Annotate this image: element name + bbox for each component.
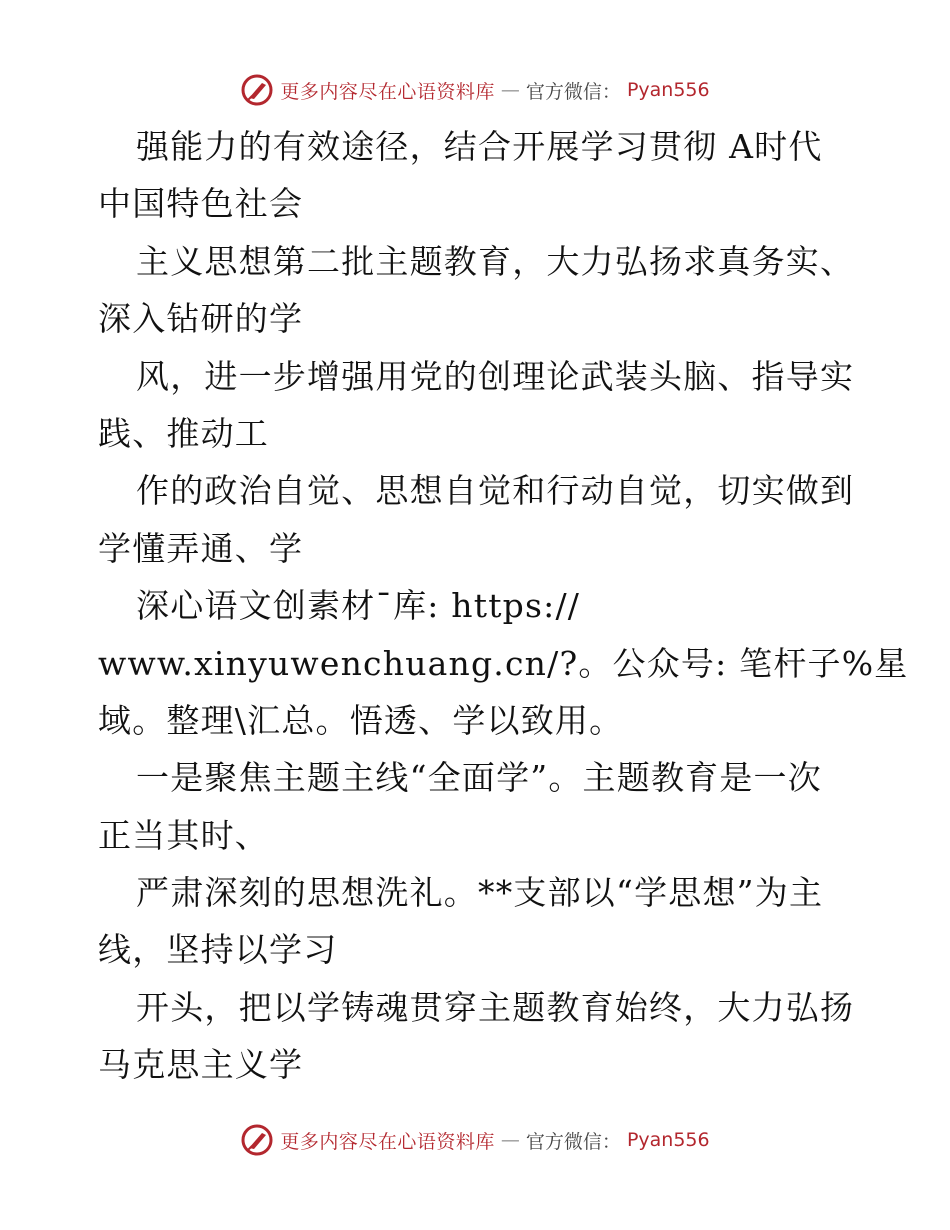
body-line: 作的政治自觉、思想自觉和行动自觉，切实做到 — [136, 471, 855, 511]
body-line: 中国特色社会 — [98, 184, 304, 224]
banner-separator: — — [500, 79, 520, 101]
banner-site-text: 更多内容尽在心语资料库 — [280, 1130, 495, 1153]
banner-wechat-id: Pyan556 — [626, 1129, 710, 1151]
body-line: 学懂弄通、学 — [98, 528, 304, 568]
body-line: 践、推动工 — [98, 413, 269, 453]
banner-wechat-label: 官方微信： — [525, 1130, 621, 1153]
banner-site-text: 更多内容尽在心语资料库 — [280, 80, 495, 103]
body-line: 严肃深刻的思想洗礼。**支部以“学思想”为主 — [136, 873, 824, 913]
body-line-url: www.xinyuwenchuang.cn/?。公众号: 笔杆子%星 — [98, 643, 909, 683]
body-line: 一是聚焦主题主线“全面学”。主题教育是一次 — [136, 758, 822, 798]
quill-pen-logo-icon — [240, 73, 274, 107]
banner-separator: — — [500, 1129, 520, 1151]
body-line: 线，坚持以学习 — [98, 930, 338, 970]
banner-wechat-label: 官方微信： — [525, 80, 621, 103]
banner-wechat-id: Pyan556 — [626, 79, 710, 101]
quill-pen-logo-icon — [240, 1123, 274, 1157]
body-line: 主义思想第二批主题教育，大力弘扬求真务实、 — [136, 241, 855, 281]
body-line: 开头，把以学铸魂贯穿主题教育始终，大力弘扬 — [136, 987, 855, 1027]
body-line: 深入钻研的学 — [98, 299, 304, 339]
body-line: 马克思主义学 — [98, 1045, 304, 1085]
document-body — [98, 118, 909, 1094]
body-line: 域。整理\汇总。悟透、学以致用。 — [98, 700, 624, 740]
body-line: 正当其时、 — [98, 815, 269, 855]
body-line: 深心语文创素材¯库: https:// — [136, 586, 581, 626]
body-line: 强能力的有效途径，结合开展学习贯彻 A时代 — [136, 127, 823, 166]
body-line: 风，进一步增强用党的创理论武装头脑、指导实 — [136, 356, 855, 396]
header-banner — [0, 70, 950, 110]
footer-banner — [0, 1120, 950, 1160]
